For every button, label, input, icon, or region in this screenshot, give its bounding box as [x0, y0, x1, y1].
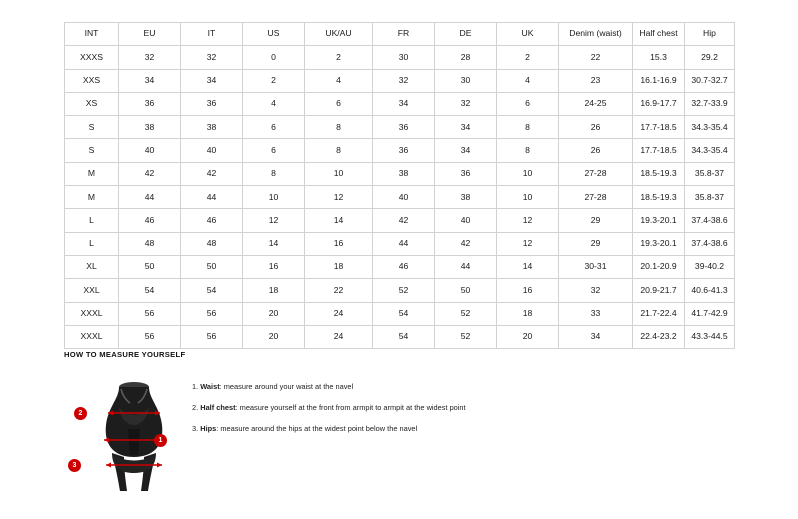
- cell-fr: 54: [373, 302, 435, 325]
- cell-uk-au: 4: [305, 69, 373, 92]
- cell-fr: 32: [373, 69, 435, 92]
- cell-uk: 10: [497, 162, 559, 185]
- cell-int: XXXS: [65, 46, 119, 69]
- cell-uk: 6: [497, 92, 559, 115]
- column-header-eu: EU: [119, 23, 181, 46]
- cell-uk: 12: [497, 232, 559, 255]
- cell-uk: 20: [497, 325, 559, 348]
- cell-hip: 29.2: [685, 46, 735, 69]
- cell-int: L: [65, 232, 119, 255]
- table-row: [65, 162, 735, 185]
- cell-uk-au: 8: [305, 116, 373, 139]
- cell-half-chest: 16.9-17.7: [633, 92, 685, 115]
- cell-de: 28: [435, 46, 497, 69]
- cell-uk: 8: [497, 116, 559, 139]
- cell-half-chest: 16.1-16.9: [633, 69, 685, 92]
- measure-instruction-hips-text: : measure around the hips at the widest point below the navel: [216, 423, 418, 433]
- cell-half-chest: 20.1-20.9: [633, 255, 685, 278]
- cell-eu: 42: [119, 162, 181, 185]
- table-row: [65, 232, 735, 255]
- cell-us: 16: [243, 255, 305, 278]
- cell-eu: 32: [119, 46, 181, 69]
- cell-de: 30: [435, 69, 497, 92]
- cell-denim-waist: 30-31: [559, 255, 633, 278]
- table-row: [65, 279, 735, 302]
- cell-de: 38: [435, 186, 497, 209]
- cell-hip: 35.8-37: [685, 186, 735, 209]
- cell-fr: 52: [373, 279, 435, 302]
- cell-uk-au: 24: [305, 325, 373, 348]
- cell-it: 46: [181, 209, 243, 232]
- cell-it: 48: [181, 232, 243, 255]
- cell-eu: 36: [119, 92, 181, 115]
- cell-us: 18: [243, 279, 305, 302]
- table-row: [65, 116, 735, 139]
- cell-eu: 54: [119, 279, 181, 302]
- cell-de: 34: [435, 116, 497, 139]
- cell-fr: 36: [373, 116, 435, 139]
- cell-denim-waist: 29: [559, 209, 633, 232]
- column-header-uk: UK: [497, 23, 559, 46]
- cell-de: 36: [435, 162, 497, 185]
- column-header-us: US: [243, 23, 305, 46]
- cell-us: 20: [243, 302, 305, 325]
- cell-uk: 8: [497, 139, 559, 162]
- cell-us: 14: [243, 232, 305, 255]
- cell-us: 2: [243, 69, 305, 92]
- cell-denim-waist: 29: [559, 232, 633, 255]
- cell-uk-au: 10: [305, 162, 373, 185]
- cell-int: XXXL: [65, 325, 119, 348]
- cell-half-chest: 20.9-21.7: [633, 279, 685, 302]
- column-header-half-chest: Half chest: [633, 23, 685, 46]
- cell-half-chest: 17.7-18.5: [633, 139, 685, 162]
- cell-de: 32: [435, 92, 497, 115]
- cell-denim-waist: 27-28: [559, 162, 633, 185]
- cell-hip: 34.3-35.4: [685, 116, 735, 139]
- cell-denim-waist: 23: [559, 69, 633, 92]
- cell-hip: 37.4-38.6: [685, 209, 735, 232]
- column-header-fr: FR: [373, 23, 435, 46]
- table-row: [65, 302, 735, 325]
- cell-fr: 44: [373, 232, 435, 255]
- cell-uk-au: 16: [305, 232, 373, 255]
- cell-uk: 14: [497, 255, 559, 278]
- cell-it: 44: [181, 186, 243, 209]
- table-header-row: [65, 23, 735, 46]
- size-chart-container: [64, 22, 734, 349]
- cell-uk: 12: [497, 209, 559, 232]
- cell-it: 50: [181, 255, 243, 278]
- column-header-hip: Hip: [685, 23, 735, 46]
- cell-us: 12: [243, 209, 305, 232]
- cell-uk: 18: [497, 302, 559, 325]
- cell-fr: 30: [373, 46, 435, 69]
- cell-it: 54: [181, 279, 243, 302]
- table-row: [65, 92, 735, 115]
- cell-it: 32: [181, 46, 243, 69]
- cell-denim-waist: 22: [559, 46, 633, 69]
- cell-eu: 46: [119, 209, 181, 232]
- female-mannequin-icon: [82, 373, 186, 513]
- cell-de: 34: [435, 139, 497, 162]
- cell-hip: 30.7-32.7: [685, 69, 735, 92]
- cell-eu: 56: [119, 325, 181, 348]
- measure-instruction-waist: [192, 383, 466, 392]
- cell-fr: 34: [373, 92, 435, 115]
- measure-instruction-hips-term: Hips: [200, 423, 217, 433]
- cell-eu: 40: [119, 139, 181, 162]
- cell-hip: 39-40.2: [685, 255, 735, 278]
- cell-uk: 16: [497, 279, 559, 302]
- cell-fr: 54: [373, 325, 435, 348]
- cell-fr: 40: [373, 186, 435, 209]
- cell-de: 42: [435, 232, 497, 255]
- cell-half-chest: 19.3-20.1: [633, 232, 685, 255]
- cell-de: 44: [435, 255, 497, 278]
- cell-hip: 35.8-37: [685, 162, 735, 185]
- measure-instruction-hips-number: 3.: [192, 423, 199, 433]
- cell-uk-au: 2: [305, 46, 373, 69]
- cell-denim-waist: 26: [559, 139, 633, 162]
- cell-denim-waist: 34: [559, 325, 633, 348]
- how-to-measure-body: [64, 373, 764, 513]
- cell-it: 34: [181, 69, 243, 92]
- table-row: [65, 209, 735, 232]
- table-row: [65, 46, 735, 69]
- cell-uk-au: 8: [305, 139, 373, 162]
- cell-denim-waist: 32: [559, 279, 633, 302]
- table-row: [65, 139, 735, 162]
- measure-instruction-waist-term: Waist: [200, 382, 220, 391]
- measure-instruction-half-chest-term: Half chest: [200, 402, 236, 412]
- cell-half-chest: 18.5-19.3: [633, 162, 685, 185]
- cell-fr: 42: [373, 209, 435, 232]
- cell-int: M: [65, 162, 119, 185]
- cell-uk-au: 24: [305, 302, 373, 325]
- mannequin-figure: [64, 373, 186, 513]
- cell-us: 8: [243, 162, 305, 185]
- cell-hip: 41.7-42.9: [685, 302, 735, 325]
- table-row: [65, 325, 735, 348]
- cell-hip: 40.6-41.3: [685, 279, 735, 302]
- cell-it: 36: [181, 92, 243, 115]
- cell-int: XL: [65, 255, 119, 278]
- table-row: [65, 69, 735, 92]
- measure-instruction-half-chest-text: : measure yourself at the front from armpit to armpit at the widest point: [235, 402, 466, 412]
- cell-denim-waist: 33: [559, 302, 633, 325]
- measure-instruction-waist-text: : measure around your waist at the navel: [219, 382, 354, 391]
- cell-hip: 37.4-38.6: [685, 232, 735, 255]
- cell-uk-au: 12: [305, 186, 373, 209]
- cell-uk-au: 14: [305, 209, 373, 232]
- cell-eu: 56: [119, 302, 181, 325]
- cell-de: 40: [435, 209, 497, 232]
- cell-us: 20: [243, 325, 305, 348]
- cell-uk-au: 22: [305, 279, 373, 302]
- cell-us: 10: [243, 186, 305, 209]
- cell-fr: 36: [373, 139, 435, 162]
- table-row: [65, 186, 735, 209]
- measure-instruction-waist-number: 1.: [192, 382, 199, 391]
- cell-int: L: [65, 209, 119, 232]
- cell-int: S: [65, 139, 119, 162]
- cell-int: XXL: [65, 279, 119, 302]
- cell-eu: 48: [119, 232, 181, 255]
- cell-hip: 43.3-44.5: [685, 325, 735, 348]
- cell-it: 56: [181, 302, 243, 325]
- cell-it: 56: [181, 325, 243, 348]
- cell-int: XS: [65, 92, 119, 115]
- cell-eu: 38: [119, 116, 181, 139]
- cell-uk: 4: [497, 69, 559, 92]
- cell-half-chest: 22.4-23.2: [633, 325, 685, 348]
- column-header-uk-au: UK/AU: [305, 23, 373, 46]
- cell-uk: 2: [497, 46, 559, 69]
- cell-hip: 34.3-35.4: [685, 139, 735, 162]
- cell-us: 6: [243, 116, 305, 139]
- how-to-measure-title: HOW TO MEASURE YOURSELF: [64, 350, 186, 359]
- cell-int: S: [65, 116, 119, 139]
- marker-half-chest: 2: [74, 407, 87, 420]
- column-header-int: INT: [65, 23, 119, 46]
- cell-denim-waist: 26: [559, 116, 633, 139]
- cell-us: 0: [243, 46, 305, 69]
- cell-uk-au: 18: [305, 255, 373, 278]
- cell-it: 40: [181, 139, 243, 162]
- measure-instruction-half-chest: [192, 404, 466, 413]
- cell-half-chest: 15.3: [633, 46, 685, 69]
- cell-int: M: [65, 186, 119, 209]
- cell-de: 50: [435, 279, 497, 302]
- cell-denim-waist: 27-28: [559, 186, 633, 209]
- cell-it: 38: [181, 116, 243, 139]
- cell-fr: 46: [373, 255, 435, 278]
- column-header-denim-waist: Denim (waist): [559, 23, 633, 46]
- marker-waist: 1: [154, 434, 167, 447]
- cell-de: 52: [435, 325, 497, 348]
- column-header-it: IT: [181, 23, 243, 46]
- measure-instruction-half-chest-number: 2.: [192, 402, 199, 412]
- cell-int: XXXL: [65, 302, 119, 325]
- measure-instructions: [186, 373, 466, 446]
- cell-eu: 44: [119, 186, 181, 209]
- cell-uk-au: 6: [305, 92, 373, 115]
- size-chart-table: [64, 22, 735, 349]
- cell-half-chest: 19.3-20.1: [633, 209, 685, 232]
- column-header-de: DE: [435, 23, 497, 46]
- table-row: [65, 255, 735, 278]
- marker-hips: 3: [68, 459, 81, 472]
- cell-half-chest: 17.7-18.5: [633, 116, 685, 139]
- cell-uk: 10: [497, 186, 559, 209]
- cell-fr: 38: [373, 162, 435, 185]
- cell-denim-waist: 24-25: [559, 92, 633, 115]
- cell-half-chest: 21.7-22.4: [633, 302, 685, 325]
- how-to-measure-section: [64, 350, 764, 513]
- cell-us: 6: [243, 139, 305, 162]
- measure-instruction-hips: [192, 425, 466, 434]
- cell-int: XXS: [65, 69, 119, 92]
- cell-it: 42: [181, 162, 243, 185]
- cell-half-chest: 18.5-19.3: [633, 186, 685, 209]
- cell-us: 4: [243, 92, 305, 115]
- cell-eu: 34: [119, 69, 181, 92]
- cell-hip: 32.7-33.9: [685, 92, 735, 115]
- cell-de: 52: [435, 302, 497, 325]
- cell-eu: 50: [119, 255, 181, 278]
